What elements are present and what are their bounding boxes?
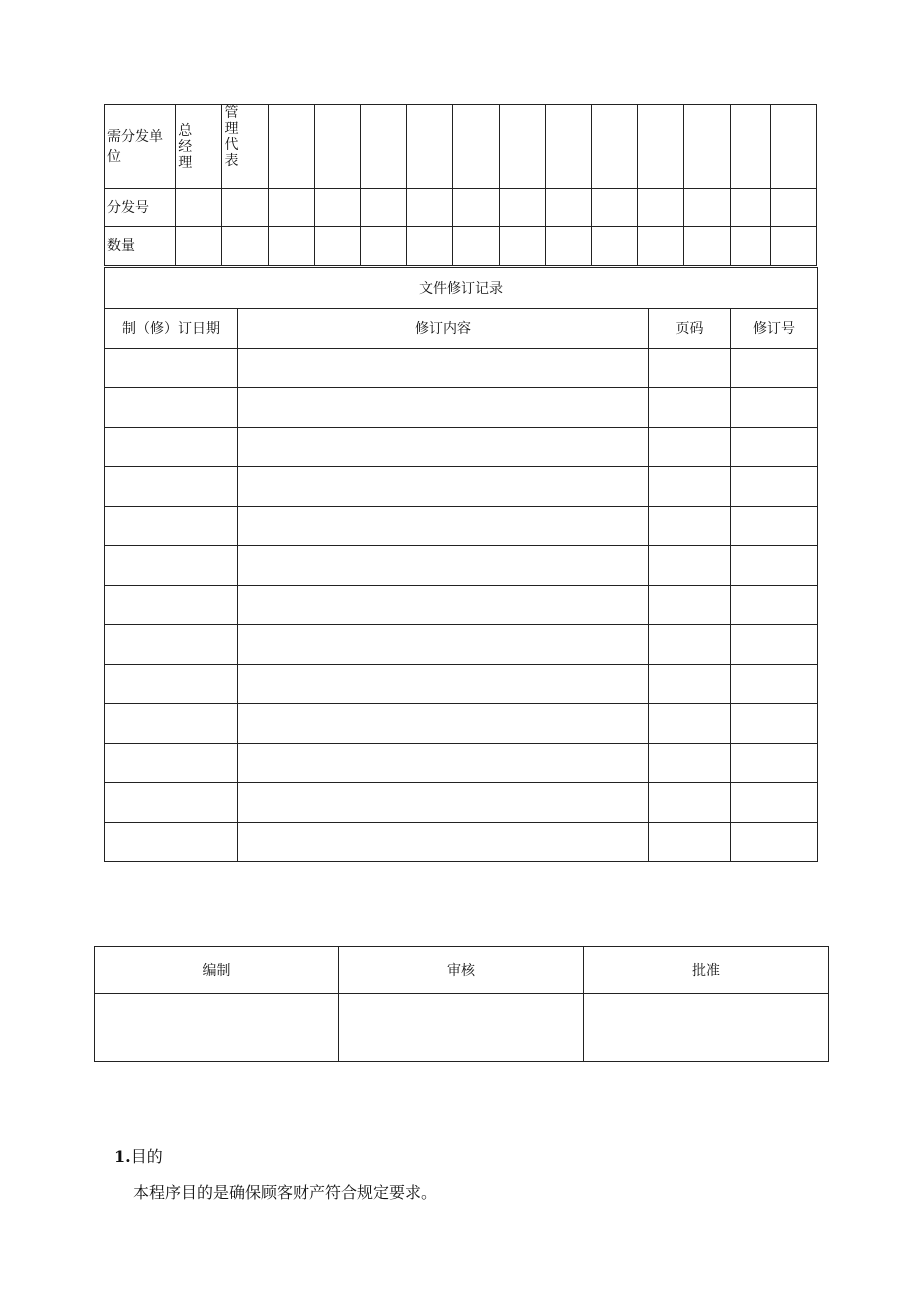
revision-cell [731, 822, 818, 862]
department-management-rep: 管理代表 [222, 105, 268, 189]
revision-cell [238, 348, 649, 388]
revision-cell [649, 546, 731, 586]
approval-header-row [95, 947, 829, 994]
revision-header-date: 制（修）订日期 [105, 309, 238, 349]
revision-cell [105, 783, 238, 823]
empty-cell [407, 189, 453, 227]
signature-cell [339, 994, 584, 1062]
empty-cell [176, 189, 222, 227]
distribution-unit-label: 需分发单位 [105, 105, 176, 189]
empty-cell [453, 105, 499, 189]
revision-cell [238, 546, 649, 586]
empty-cell [499, 189, 545, 227]
empty-cell [638, 105, 684, 189]
distribution-table [104, 104, 817, 266]
empty-cell [730, 227, 770, 266]
revision-cell [649, 388, 731, 428]
approval-signature-row [95, 994, 829, 1062]
empty-cell [770, 189, 816, 227]
empty-cell [545, 105, 591, 189]
revision-row [105, 427, 818, 467]
empty-cell [591, 189, 637, 227]
revision-cell [238, 625, 649, 665]
revision-cell [105, 467, 238, 507]
revision-row [105, 506, 818, 546]
revision-cell [649, 506, 731, 546]
revision-cell [105, 427, 238, 467]
revision-header-row [105, 309, 818, 349]
revision-table [104, 267, 818, 862]
empty-cell [730, 189, 770, 227]
distribution-number-label: 分发号 [105, 189, 176, 227]
revision-row [105, 664, 818, 704]
distribution-unit-row [105, 105, 817, 189]
revision-body [105, 348, 818, 862]
revision-cell [649, 664, 731, 704]
empty-cell [684, 227, 730, 266]
revision-row [105, 467, 818, 507]
revision-cell [105, 664, 238, 704]
empty-cell [770, 105, 816, 189]
revision-cell [238, 783, 649, 823]
revision-row [105, 704, 818, 744]
revision-cell [731, 704, 818, 744]
revision-row [105, 783, 818, 823]
revision-row [105, 822, 818, 862]
empty-cell [545, 227, 591, 266]
empty-cell [638, 227, 684, 266]
empty-cell [684, 189, 730, 227]
revision-cell [105, 625, 238, 665]
revision-cell [649, 743, 731, 783]
revision-cell [731, 625, 818, 665]
revision-cell [105, 506, 238, 546]
revision-header-number: 修订号 [731, 309, 818, 349]
section-title: 目的 [130, 1147, 163, 1166]
department-general-manager: 总经理 [176, 105, 222, 189]
revision-cell [731, 585, 818, 625]
revision-cell [731, 506, 818, 546]
empty-cell [314, 189, 360, 227]
revision-cell [731, 783, 818, 823]
approval-table [94, 946, 829, 1062]
empty-cell [499, 105, 545, 189]
revision-cell [105, 388, 238, 428]
empty-cell [453, 227, 499, 266]
revision-row [105, 743, 818, 783]
revision-cell [238, 664, 649, 704]
revision-header-content: 修订内容 [238, 309, 649, 349]
revision-cell [731, 427, 818, 467]
signature-cell [95, 994, 339, 1062]
empty-cell [268, 105, 314, 189]
revision-row [105, 388, 818, 428]
revision-cell [649, 783, 731, 823]
section-number: 1. [114, 1147, 131, 1166]
empty-cell [361, 105, 407, 189]
empty-cell [268, 189, 314, 227]
empty-cell [268, 227, 314, 266]
empty-cell [361, 189, 407, 227]
distribution-quantity-row [105, 227, 817, 266]
approval-header-reviewed: 审核 [339, 947, 584, 994]
empty-cell [453, 189, 499, 227]
revision-cell [238, 467, 649, 507]
section-body: 本程序目的是确保顾客财产符合规定要求。 [133, 1183, 438, 1202]
empty-cell [591, 105, 637, 189]
revision-title-row [105, 268, 818, 309]
revision-row [105, 585, 818, 625]
revision-cell [105, 585, 238, 625]
revision-cell [731, 467, 818, 507]
distribution-quantity-label: 数量 [105, 227, 176, 266]
revision-cell [238, 704, 649, 744]
revision-cell [649, 704, 731, 744]
revision-cell [105, 348, 238, 388]
revision-cell [105, 704, 238, 744]
revision-cell [649, 467, 731, 507]
empty-cell [499, 227, 545, 266]
revision-cell [731, 743, 818, 783]
approval-header-approved: 批准 [584, 947, 829, 994]
revision-row [105, 625, 818, 665]
distribution-number-row [105, 189, 817, 227]
revision-row [105, 348, 818, 388]
revision-row [105, 546, 818, 586]
revision-cell [731, 546, 818, 586]
approval-header-prepared: 编制 [95, 947, 339, 994]
empty-cell [407, 227, 453, 266]
revision-cell [649, 822, 731, 862]
empty-cell [591, 227, 637, 266]
revision-cell [105, 743, 238, 783]
revision-title: 文件修订记录 [105, 268, 818, 309]
revision-cell [731, 664, 818, 704]
revision-cell [238, 388, 649, 428]
revision-cell [649, 585, 731, 625]
revision-cell [238, 506, 649, 546]
revision-cell [238, 822, 649, 862]
revision-cell [238, 427, 649, 467]
revision-cell [649, 625, 731, 665]
revision-cell [731, 348, 818, 388]
empty-cell [545, 189, 591, 227]
signature-cell [584, 994, 829, 1062]
revision-cell [238, 743, 649, 783]
revision-cell [105, 546, 238, 586]
section-heading [114, 1144, 163, 1167]
revision-cell [105, 822, 238, 862]
empty-cell [222, 189, 268, 227]
empty-cell [684, 105, 730, 189]
empty-cell [407, 105, 453, 189]
empty-cell [176, 227, 222, 266]
empty-cell [361, 227, 407, 266]
empty-cell [638, 189, 684, 227]
empty-cell [222, 227, 268, 266]
empty-cell [730, 105, 770, 189]
empty-cell [314, 227, 360, 266]
revision-cell [649, 427, 731, 467]
empty-cell [770, 227, 816, 266]
revision-cell [731, 388, 818, 428]
revision-cell [649, 348, 731, 388]
revision-cell [238, 585, 649, 625]
empty-cell [314, 105, 360, 189]
revision-header-page: 页码 [649, 309, 731, 349]
